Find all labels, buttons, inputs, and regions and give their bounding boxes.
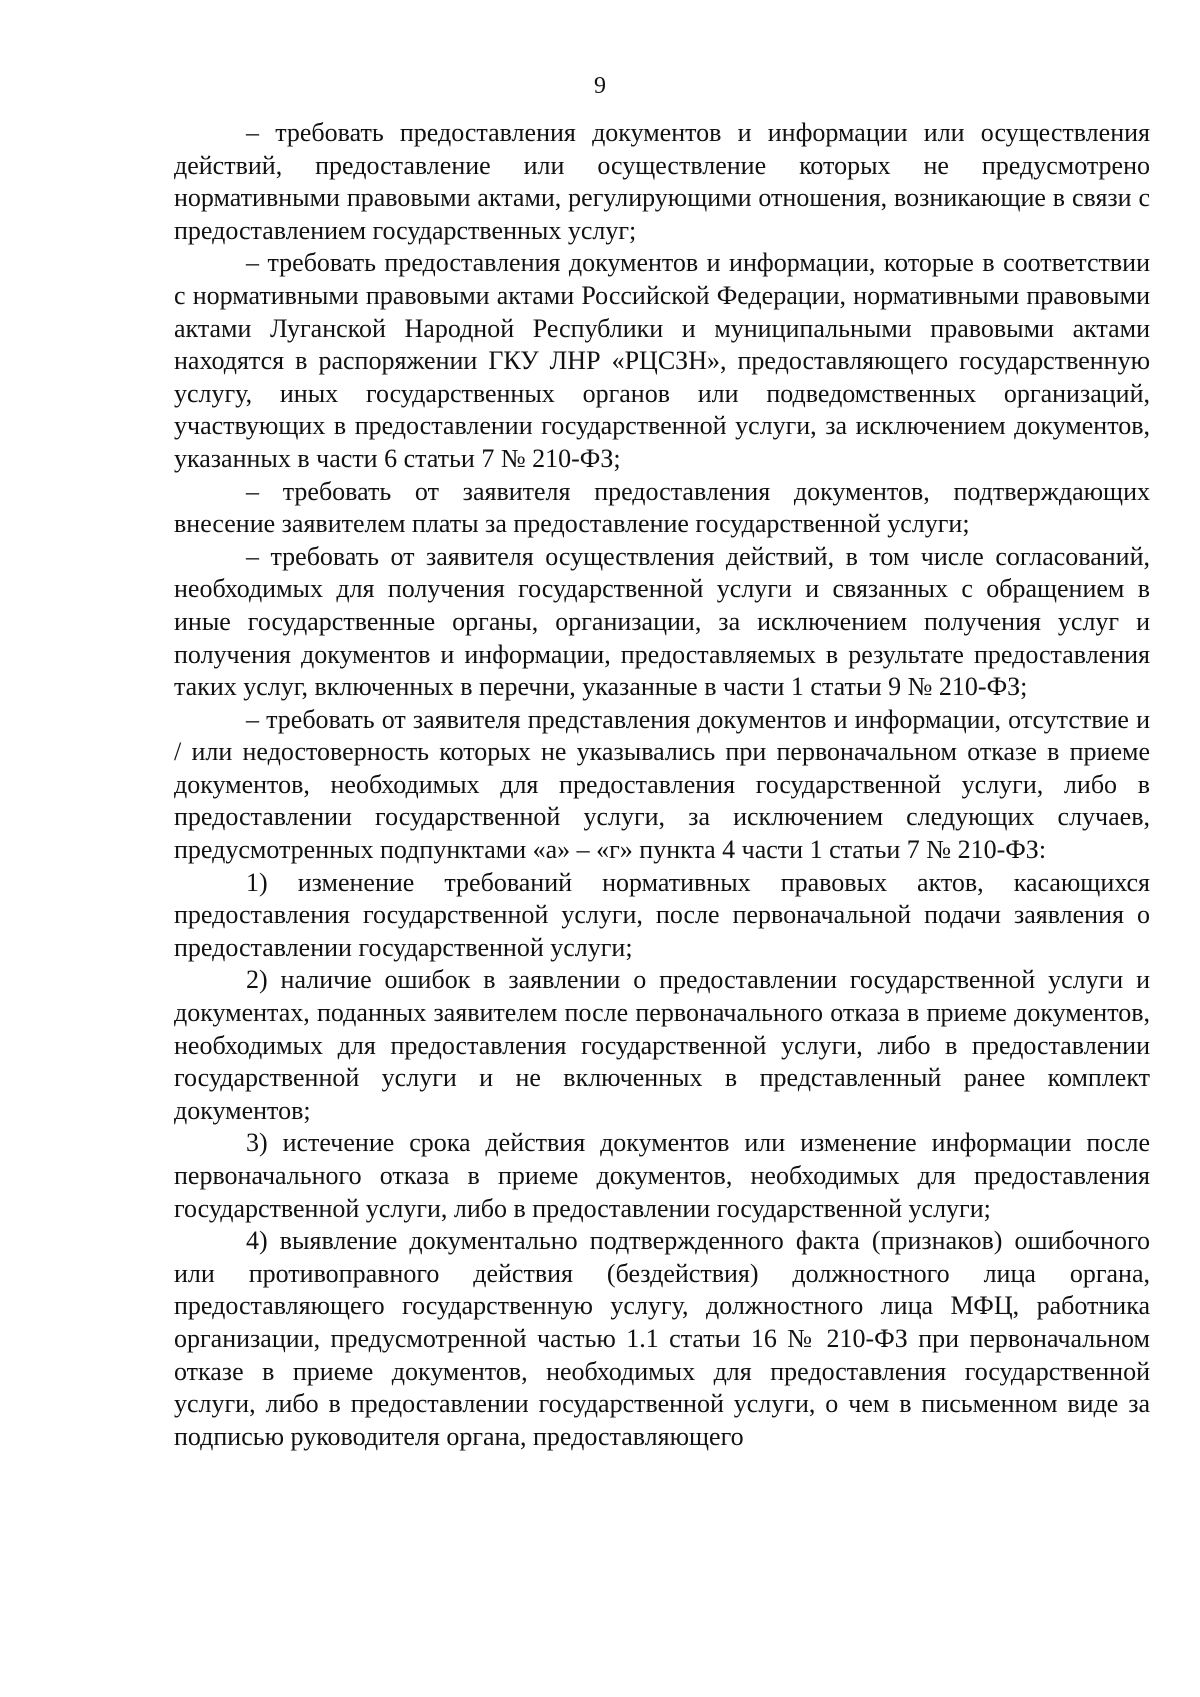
list-item-2: 2) наличие ошибок в заявлении о предоставлении государственной услуги и документах, поданных заявителем после первоначального отказа в приеме документов, необходимых для предоставления государственной услуги, либо в предоставлении государственной услуги и не включенных в представленный ранее комплект документов; <box>174 965 1150 1125</box>
paragraph-requirement-payment-proof: – требовать от заявителя предоставления документов, подтверждающих внесение заявителем платы за предоставление государственной услуги; <box>174 476 1150 539</box>
document-body <box>174 117 1150 1453</box>
paragraph-requirement-extra-documents: – требовать предоставления документов и информации или осуществления действий, предоставление или осуществление которых не предусмотрено нормативными правовыми актами, регулирующими отношения, возникающие в связи с предоставлением государственных услуг; <box>174 118 1150 245</box>
paragraph-requirement-approvals: – требовать от заявителя осуществления действий, в том числе согласований, необходимых для получения государственной услуги и связанных с обращением в иные государственные органы, организации, за исключением получения услуг и получения документов и информации, предоставляемых в результате предоставления таких услуг, включенных в перечни, указанные в части 1 статьи 9 № 210-ФЗ; <box>174 541 1150 702</box>
paragraph-requirement-held-documents: – требовать предоставления документов и информации, которые в соответствии с нормативными правовыми актами Российской Федерации, нормативными правовыми актами Луганской Народной Республики и муниципальными правовыми актами находятся в распоряжении ГКУ ЛНР «РЦСЗН», предоставляющего государственную услугу, иных государственных органов или подведомственных организаций, участвующих в предоставлении государственной услуги, за исключением документов, указанных в части 6 статьи 7 № 210-ФЗ; <box>174 248 1150 473</box>
paragraph-requirement-missing-documents: – требовать от заявителя представления документов и информации, отсутствие и / или недостоверность которых не указывались при первоначальном отказе в приеме документов, необходимых для предоставления государственной услуги, либо в предоставлении государственной услуги, за исключением следующих случаев, предусмотренных подпунктами «а» – «г» пункта 4 части 1 статьи 7 № 210-ФЗ: <box>174 704 1150 865</box>
page-number: 9 <box>594 73 606 99</box>
list-item-1: 1) изменение требований нормативных правовых актов, касающихся предоставления государственной услуги, после первоначальной подачи заявления о предоставлении государственной услуги; <box>174 867 1150 962</box>
list-item-3: 3) истечение срока действия документов или изменение информации после первоначального отказа в приеме документов, необходимых для предоставления государственной услуги, либо в предоставлении государственной услуги; <box>174 1128 1150 1223</box>
list-item-4: 4) выявление документально подтвержденного факта (признаков) ошибочного или противоправного действия (бездействия) должностного лица органа, предоставляющего государственную услугу, должностного лица МФЦ, работника организации, предусмотренной частью 1.1 статьи 16 № 210-ФЗ при первоначальном отказе в приеме документов, необходимых для предоставления государственной услуги, либо в предоставлении государственной услуги, о чем в письменном виде за подписью руководителя органа, предоставляющего <box>174 1226 1150 1451</box>
